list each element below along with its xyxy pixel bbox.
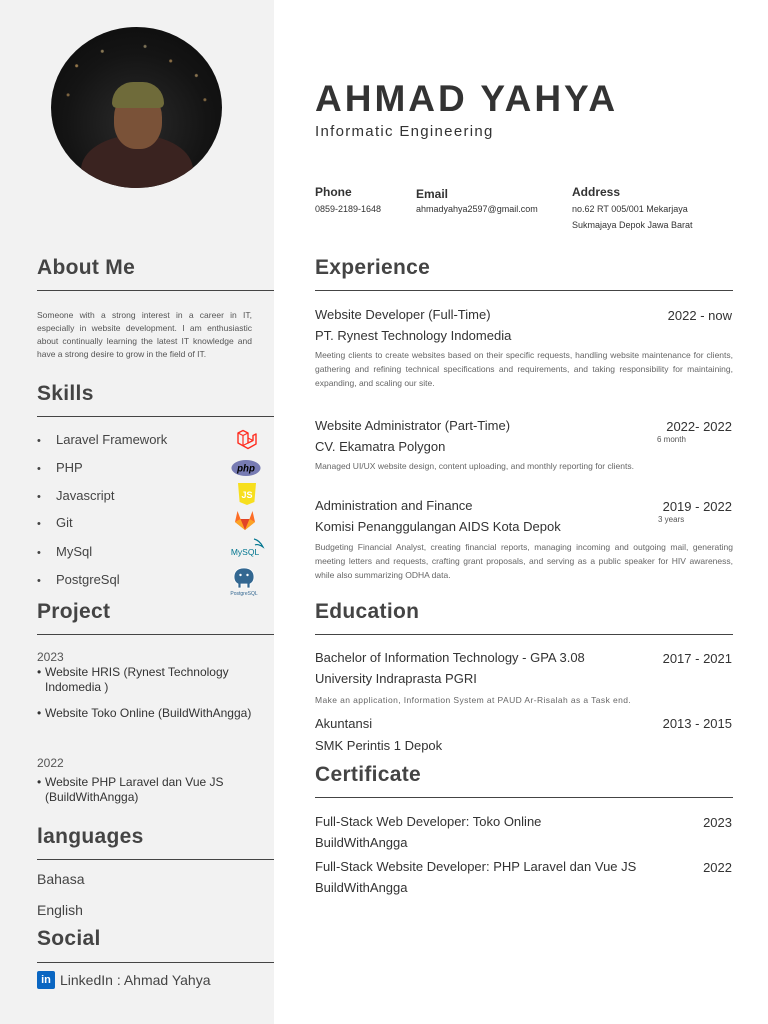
certificate-divider <box>315 797 733 798</box>
project-item: • Website PHP Laravel dan Vue JS (BuildWithAngga) <box>37 775 262 805</box>
email-label: Email <box>416 187 449 201</box>
certificate-issuer: BuildWithAngga <box>315 880 408 895</box>
skill-label: Javascript <box>56 488 115 503</box>
project-item: • Website HRIS (Rynest Technology Indomedia ) <box>37 665 262 695</box>
skill-item-mysql: • MySql <box>37 544 93 559</box>
job-title: Website Administrator (Part-Time) <box>315 418 511 433</box>
education-date: 2013 - 2015 <box>662 716 732 731</box>
education-divider <box>315 634 733 635</box>
skills-divider <box>37 416 274 417</box>
js-icon-text: JS <box>241 490 253 500</box>
certificate-year: 2023 <box>703 815 732 830</box>
project-item: • Website Toko Online (BuildWithAngga) <box>37 706 262 721</box>
education-description: Make an application, Information System at PAUD Ar-Risalah as a Task end. <box>315 695 632 705</box>
education-title: Akuntansi <box>315 716 373 731</box>
skill-label: Git <box>56 515 73 530</box>
sidebar <box>0 0 274 1024</box>
linkedin-link[interactable] <box>37 971 210 989</box>
certificate-title: Full-Stack Web Developer: Toko Online <box>315 814 542 829</box>
skill-label: PostgreSql <box>56 572 120 587</box>
job-duration: 6 month <box>657 435 686 444</box>
address-label: Address <box>572 185 621 199</box>
address-line-1: no.62 RT 005/001 Mekarjaya <box>572 204 688 214</box>
resume-role: Informatic Engineering <box>315 123 494 140</box>
photo-person-cap <box>112 82 164 108</box>
social-divider <box>37 962 274 963</box>
job-company: Komisi Penanggulangan AIDS Kota Depok <box>315 519 561 534</box>
about-text: Someone with a strong interest in a career in IT, especially in website development. I am enthusiastic about continually learning the latest IT knowledge and have a strong desire to grow in the field of IT. <box>37 310 252 359</box>
skill-item-laravel: • Laravel Framework <box>37 432 168 447</box>
skill-label: Laravel Framework <box>56 432 168 447</box>
languages-divider <box>37 859 274 860</box>
skill-item-postgresql: • PostgreSql <box>37 572 120 587</box>
languages-heading: languages <box>37 825 144 848</box>
social-heading: Social <box>37 927 101 950</box>
mysql-icon <box>226 535 266 561</box>
skill-label: MySql <box>56 544 93 559</box>
language-item: Bahasa <box>37 871 85 887</box>
email-value[interactable]: ahmadyahya2597@gmail.com <box>416 204 538 214</box>
linkedin-label: LinkedIn : Ahmad Yahya <box>60 972 211 988</box>
certificate-year: 2022 <box>703 860 732 875</box>
project-heading: Project <box>37 600 111 623</box>
certificate-heading: Certificate <box>315 763 422 786</box>
project-year-2022: 2022 <box>37 756 64 770</box>
education-title: Bachelor of Information Technology - GPA 3.08 <box>315 650 585 665</box>
skill-item-javascript: • Javascript <box>37 488 115 503</box>
phone-value: 0859-2189-1648 <box>315 204 382 214</box>
about-heading: About Me <box>37 256 136 279</box>
education-school: University Indraprasta PGRI <box>315 671 477 686</box>
postgresql-icon <box>226 566 262 596</box>
project-year-2023: 2023 <box>37 650 64 664</box>
skill-item-git: • Git <box>37 515 73 530</box>
job-title: Website Developer (Full-Time) <box>315 307 491 322</box>
laravel-icon <box>232 427 262 453</box>
resume-name: AHMAD YAHYA <box>315 78 619 119</box>
job-description: Meeting clients to create websites based on their specific requests, handling website maintenance for clients, gathering and refining technical specifications and requirements, and taking responsibility for maintaining, expanding, and scaling our site. <box>315 350 733 388</box>
address-line-2: Sukmajaya Depok Jawa Barat <box>572 220 693 230</box>
job-date: 2022- 2022 <box>666 419 732 434</box>
certificate-title: Full-Stack Website Developer: PHP Laravel dan Vue JS <box>315 859 637 874</box>
php-icon-text: php <box>237 463 255 475</box>
skill-label: PHP <box>56 460 83 475</box>
certificate-issuer: BuildWithAngga <box>315 835 408 850</box>
job-company: PT. Rynest Technology Indomedia <box>315 328 512 343</box>
about-divider <box>37 290 274 291</box>
php-icon <box>231 455 261 481</box>
job-title: Administration and Finance <box>315 498 473 513</box>
job-description: Budgeting Financial Analyst, creating financial reports, managing incoming and outgoing mail, generating meeting letters and requests, crafting grant proposals, and serving as a public speaker for HIV awareness, while also summarizing ODHA data. <box>315 542 733 580</box>
education-date: 2017 - 2021 <box>662 651 732 666</box>
education-school: SMK Perintis 1 Depok <box>315 738 443 753</box>
job-description: Managed UI/UX website design, content uploading, and monthly reporting for clients. <box>315 461 634 471</box>
experience-divider <box>315 290 733 291</box>
job-company: CV. Ekamatra Polygon <box>315 439 446 454</box>
job-date: 2019 - 2022 <box>662 499 732 514</box>
language-item: English <box>37 902 83 918</box>
javascript-icon <box>232 481 262 507</box>
job-duration: 3 years <box>658 515 685 524</box>
job-date: 2022 - now <box>667 308 732 323</box>
project-divider <box>37 634 274 635</box>
experience-heading: Experience <box>315 256 431 279</box>
gitlab-icon <box>230 507 260 533</box>
profile-photo <box>51 27 222 188</box>
phone-label: Phone <box>315 185 352 199</box>
mysql-icon-text: MySQL <box>230 547 260 557</box>
postgresql-icon-text: PostgreSQL <box>230 591 258 596</box>
skills-heading: Skills <box>37 382 94 405</box>
linkedin-icon: in <box>37 971 55 989</box>
skill-item-php: • PHP <box>37 460 83 475</box>
education-heading: Education <box>315 600 420 623</box>
